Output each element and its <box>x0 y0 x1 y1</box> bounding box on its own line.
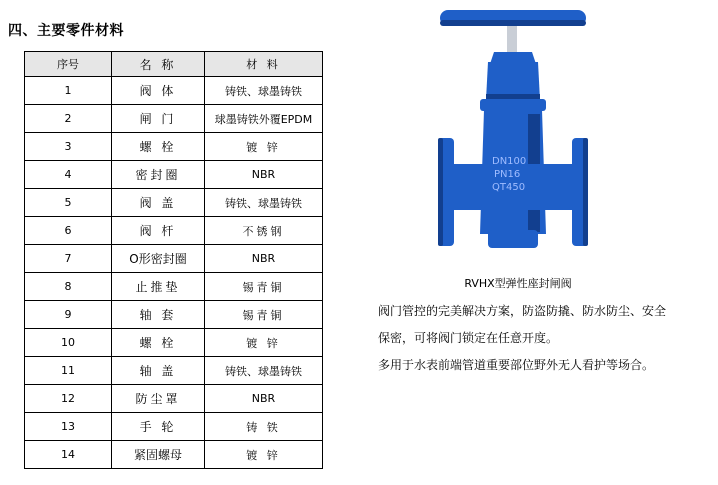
description-line: 保密，可将阀门锁定在任意开度。 <box>378 331 559 345</box>
table-row <box>25 133 323 161</box>
cell-material: 锡青铜 <box>205 273 323 301</box>
table-row <box>25 189 323 217</box>
cell-name: 闸 门 <box>112 105 205 133</box>
cell-name: 轴 盖 <box>112 357 205 385</box>
cell-material: NBR <box>205 161 323 189</box>
header-name: 名 称 <box>112 52 205 77</box>
cell-name: 螺 栓 <box>112 329 205 357</box>
cell-name: 紧固螺母 <box>112 441 205 469</box>
table-row <box>25 217 323 245</box>
cell-material: 不锈钢 <box>205 217 323 245</box>
table-row <box>25 357 323 385</box>
product-caption: RVHX型弹性座封闸阀 <box>464 277 572 290</box>
cell-material: 锡青铜 <box>205 301 323 329</box>
cell-name: 阀 杆 <box>112 217 205 245</box>
casting-text-size: DN100 <box>492 156 527 167</box>
gate-valve-illustration <box>432 4 594 260</box>
cell-name: 阀 盖 <box>112 189 205 217</box>
casting-text-pressure: PN16 <box>494 169 521 180</box>
cell-no: 9 <box>25 301 112 329</box>
cell-name: 螺 栓 <box>112 133 205 161</box>
cell-name: O形密封圈 <box>112 245 205 273</box>
cell-no: 8 <box>25 273 112 301</box>
cell-name: 密封圈 <box>112 161 205 189</box>
cell-material: 铸铁、球墨铸铁 <box>205 77 323 105</box>
cell-name: 轴 套 <box>112 301 205 329</box>
cell-no: 7 <box>25 245 112 273</box>
cell-name: 止推垫 <box>112 273 205 301</box>
cell-no: 13 <box>25 413 112 441</box>
cell-material: 镀 锌 <box>205 133 323 161</box>
table-row <box>25 385 323 413</box>
cell-material: 铸铁、球墨铸铁 <box>205 357 323 385</box>
table-row <box>25 441 323 469</box>
casting-text-material: QT450 <box>492 182 526 193</box>
header-no: 序号 <box>25 52 112 77</box>
table-row <box>25 245 323 273</box>
cell-no: 2 <box>25 105 112 133</box>
cell-material: 球墨铸铁外覆EPDM <box>205 105 323 133</box>
cell-no: 3 <box>25 133 112 161</box>
cell-no: 12 <box>25 385 112 413</box>
cell-material: 镀 锌 <box>205 441 323 469</box>
cell-no: 11 <box>25 357 112 385</box>
cell-name: 防尘罩 <box>112 385 205 413</box>
table-row <box>25 105 323 133</box>
header-material: 材 料 <box>205 52 323 77</box>
table-header-row <box>25 52 323 77</box>
cell-material: 铸铁、球墨铸铁 <box>205 189 323 217</box>
bonnet-flange <box>480 99 546 111</box>
description-line: 多用于水表前端管道重要部位野外无人看护等场合。 <box>378 358 655 372</box>
cell-no: 6 <box>25 217 112 245</box>
table-row <box>25 329 323 357</box>
cell-no: 14 <box>25 441 112 469</box>
table-row <box>25 273 323 301</box>
cell-no: 4 <box>25 161 112 189</box>
cell-name: 手 轮 <box>112 413 205 441</box>
cell-no: 5 <box>25 189 112 217</box>
cell-material: 镀 锌 <box>205 329 323 357</box>
table-row <box>25 161 323 189</box>
cell-name: 阀 体 <box>112 77 205 105</box>
table-row <box>25 77 323 105</box>
table-row <box>25 413 323 441</box>
table-row <box>25 301 323 329</box>
cell-material: NBR <box>205 385 323 413</box>
left-flange-shadow <box>438 138 443 246</box>
cell-no: 1 <box>25 77 112 105</box>
cell-material: NBR <box>205 245 323 273</box>
right-flange-shadow <box>583 138 588 246</box>
section-heading: 四、主要零件材料 <box>8 23 124 39</box>
gate-valve-image <box>432 4 594 260</box>
cell-no: 10 <box>25 329 112 357</box>
description-line: 阀门管控的完美解决方案，防盗防撬、防水防尘、安全 <box>378 304 667 318</box>
product-description <box>378 298 698 379</box>
cell-material: 铸 铁 <box>205 413 323 441</box>
valve-bottom <box>488 230 538 248</box>
parts-materials-table <box>24 51 323 469</box>
handwheel-shadow <box>440 20 586 26</box>
valve-stem <box>507 26 517 56</box>
